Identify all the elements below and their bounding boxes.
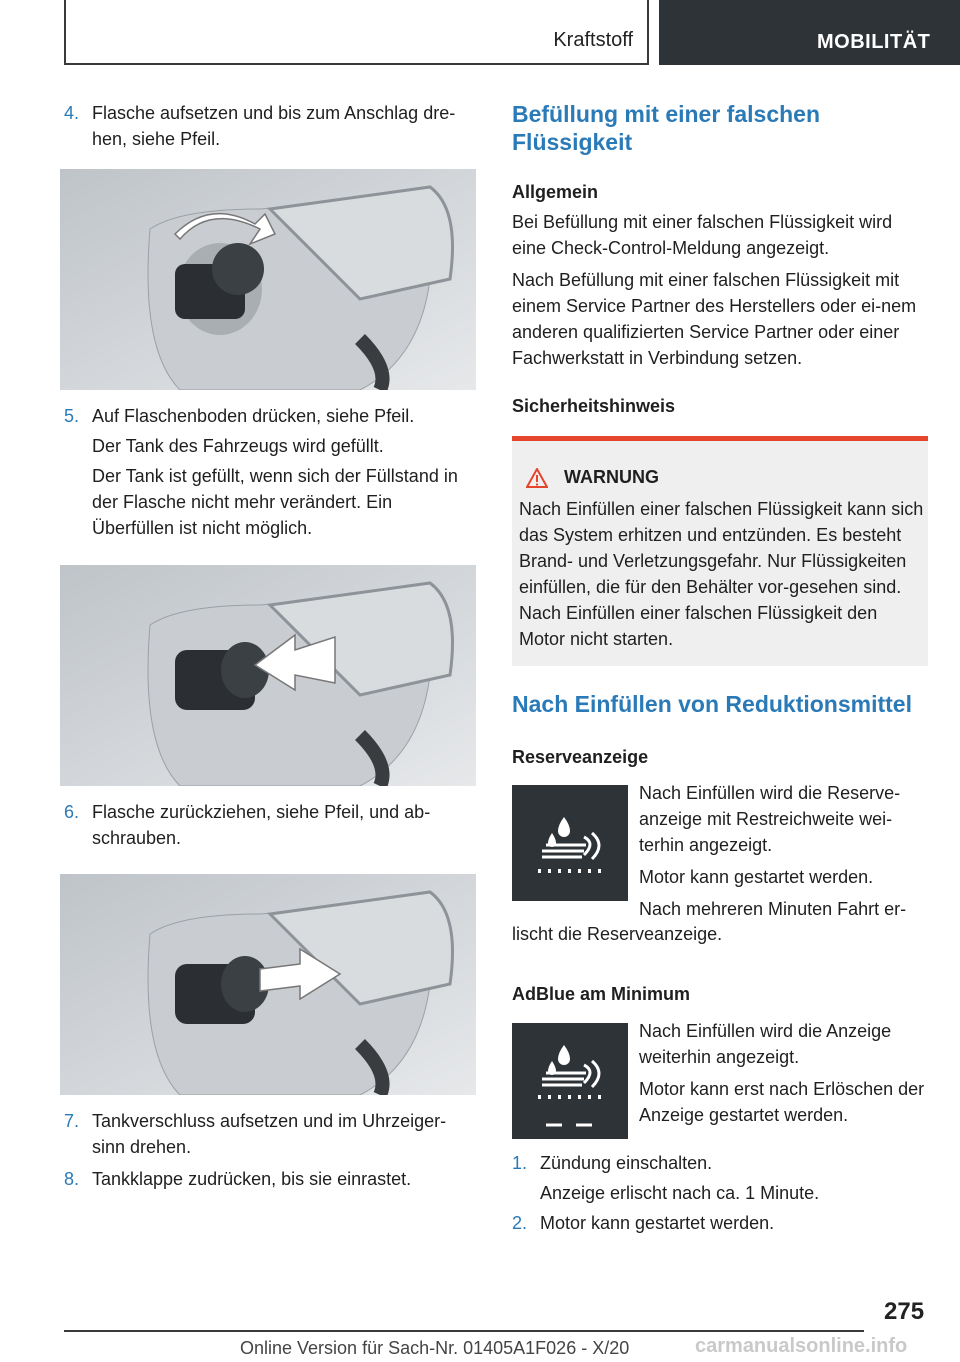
subheading-adblue-minimum: AdBlue am Minimum	[512, 984, 691, 1004]
adblue-minimum-tile	[512, 1023, 628, 1139]
step-text: Motor kann gestartet werden.	[540, 1213, 775, 1233]
step-text: Anzeige erlischt nach ca. 1 Minute.	[540, 1183, 820, 1203]
step-text: Auf Flaschenboden drücken, siehe Pfeil.	[92, 406, 415, 426]
reserve-paragraph-3a: Nach mehreren Minuten Fahrt er-	[639, 899, 907, 919]
step-text: Flasche aufsetzen und bis zum Anschlag dre-hen, siehe Pfeil.	[92, 103, 456, 149]
right-column	[512, 100, 928, 419]
section-title: Kraftstoff	[553, 29, 633, 51]
footer-watermark: carmanualsonline.info	[695, 1335, 908, 1357]
page-number: 275	[884, 1298, 925, 1325]
reserve-paragraph-3b: lischt die Reserveanzeige.	[512, 924, 723, 944]
step-6	[60, 799, 476, 861]
subheading-general: Allgemein	[512, 182, 599, 202]
step-text: Zündung einschalten.	[540, 1153, 713, 1173]
reduction-section	[512, 690, 932, 770]
step-text: Der Tank ist gefüllt, wenn sich der Füllstand in der Flasche nicht mehr verändert. Ein Überfüllen ist nicht möglich.	[92, 466, 458, 538]
chapter-title: MOBILITÄT	[817, 31, 931, 53]
reserve-text	[639, 780, 929, 922]
step-number: 7.	[64, 1111, 80, 1131]
step-1	[508, 1150, 928, 1210]
step-number: 1.	[512, 1153, 528, 1173]
step-text: Flasche zurückziehen, siehe Pfeil, und ab-schrauben.	[92, 802, 431, 848]
subheading-safety: Sicherheitshinweis	[512, 396, 676, 416]
general-paragraph-1: Bei Befüllung mit einer falschen Flüssigkeit wird eine Check-Control-Meldung angezeigt.	[512, 212, 893, 258]
adblue-minimum-icon	[512, 1023, 628, 1139]
step-2	[508, 1210, 928, 1240]
footer-version-line: Online Version für Sach-Nr. 01405A1F026 - X/20	[240, 1338, 630, 1358]
step-number: 5.	[64, 406, 80, 426]
subheading-reserve: Reserveanzeige	[512, 747, 649, 767]
section-heading-reduction: Nach Einfüllen von Reduktionsmittel	[512, 691, 912, 717]
adblue-text	[639, 1018, 929, 1128]
step-number: 2.	[512, 1213, 528, 1233]
fuel-filler-photo-1	[60, 169, 476, 390]
warning-label: WARNUNG	[564, 467, 659, 487]
fuel-filler-photo-3	[60, 874, 476, 1095]
adblue-paragraph-2: Motor kann erst nach Erlöschen der Anzeige gestartet werden.	[639, 1079, 925, 1125]
adblue-paragraph-1: Nach Einfüllen wird die Anzeige weiterhin angezeigt.	[639, 1021, 892, 1067]
step-number: 6.	[64, 802, 80, 822]
warning-triangle-icon	[526, 468, 548, 488]
photo-illustration	[60, 565, 476, 786]
step-text: Tankklappe zudrücken, bis sie einrastet.	[92, 1169, 412, 1189]
reserve-indicator-tile	[512, 785, 628, 901]
photo-illustration	[60, 874, 476, 1095]
reserve-paragraph-2: Motor kann gestartet werden.	[639, 867, 874, 887]
fuel-filler-photo-2	[60, 565, 476, 786]
step-number: 4.	[64, 103, 80, 123]
footer-rule	[64, 1330, 864, 1332]
warning-text: Nach Einfüllen einer falschen Flüssigkeit kann sich das System erhitzen und entzünden. Es besteht Brand- und Verletzungsgefahr. Nur Flüssigkeiten einfüllen, die für den Behälter vor-gesehen sind. Nach Einfüllen einer falschen Flüssigkeit den Motor nicht starten.	[519, 499, 924, 649]
section-heading-wrong-fluid: Befüllung mit einer falschen Flüssigkeit	[512, 101, 820, 155]
left-column	[60, 100, 476, 1196]
step-5	[60, 403, 476, 545]
step-7	[60, 1108, 476, 1164]
step-number: 8.	[64, 1169, 80, 1189]
general-paragraph-2: Nach Befüllung mit einer falschen Flüssigkeit mit einem Service Partner des Herstellers oder ei-nem anderen qualifizierten Service Partner oder einer Fachwerkstatt in Verbindung setzen.	[512, 270, 917, 368]
reserve-paragraph-1: Nach Einfüllen wird die Reserve-anzeige mit Restreichweite wei-terhin angezeigt.	[639, 783, 901, 855]
step-text: Tankverschluss aufsetzen und im Uhrzeiger-sinn drehen.	[92, 1111, 447, 1157]
step-4	[60, 100, 476, 162]
header-section-box	[64, 0, 649, 65]
adblue-reserve-icon	[512, 785, 628, 901]
photo-illustration	[60, 169, 476, 390]
right-steps	[508, 1150, 928, 1240]
step-text: Der Tank des Fahrzeugs wird gefüllt.	[92, 436, 384, 456]
header-chapter-box	[659, 0, 960, 65]
warning-header	[526, 467, 659, 488]
step-8	[60, 1166, 476, 1196]
warning-box	[512, 436, 928, 666]
